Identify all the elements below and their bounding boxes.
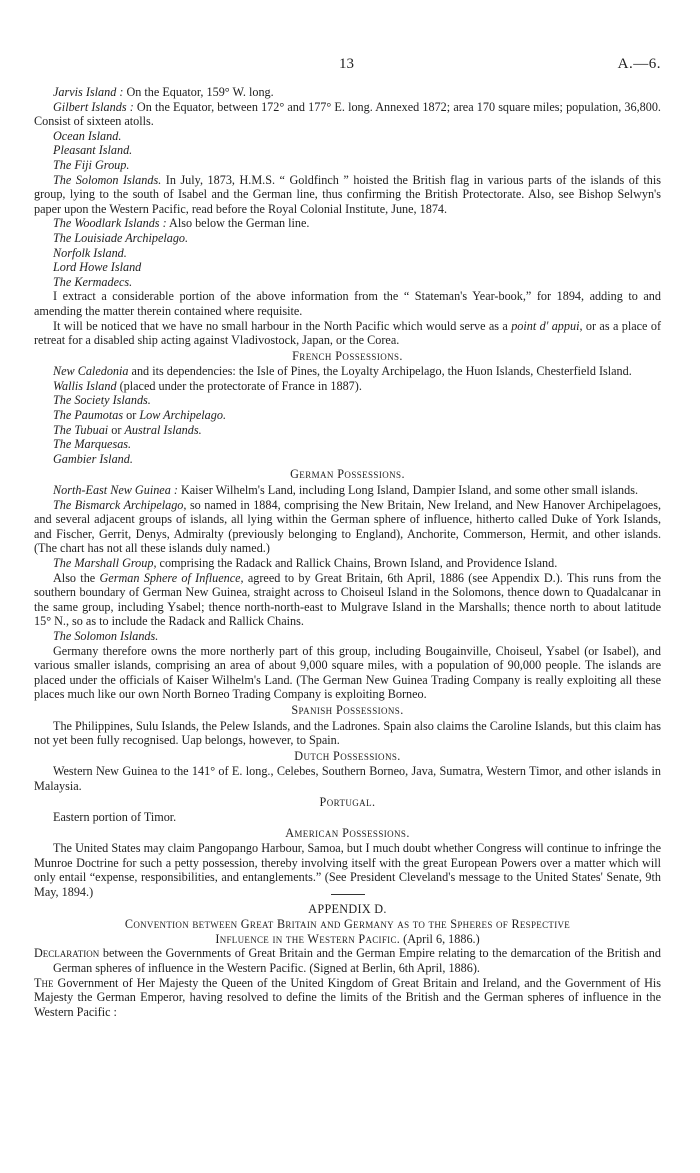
page-number: 13: [339, 56, 354, 72]
body-text: [34, 85, 661, 1019]
entry-name: The Bismarck Archipelago,: [53, 497, 187, 512]
appendix-title-line-1: Convention between Great Britain and Germany as to the Spheres of Respective: [124, 917, 571, 932]
paragraph-text: It will be noticed that we have no small harbour in the North Pacific which would serve as a: [53, 318, 512, 333]
paragraph-lead: Declaration: [34, 946, 100, 961]
entry-name: Jarvis Island :: [53, 85, 124, 99]
entry-text: comprising the Radack and Rallick Chains, Brown Island, and Providence Island.: [156, 556, 558, 570]
heading-spanish-possessions: Spanish Possessions.: [291, 702, 404, 717]
entry-text: Kaiser Wilhelm's Land, including Long Island, Dampier Island, and some other small islands.: [177, 483, 639, 498]
entry-name: The Marshall Group,: [53, 556, 157, 570]
entry-bismarck: [34, 498, 661, 556]
paragraph-portugal: Eastern portion of Timor.: [53, 810, 177, 825]
paragraph-emphasis: point d' appui,: [511, 318, 583, 333]
entry-wallis: [34, 379, 661, 394]
entry-text: Also the: [53, 570, 100, 585]
paragraph-harbour: [34, 319, 661, 348]
paragraph-lead: The: [34, 975, 54, 990]
entry-lord-howe: Lord Howe Island: [53, 260, 142, 275]
entry-ocean: Ocean Island.: [53, 128, 122, 143]
entry-text: and its dependencies: the Isle of Pines, the Loyalty Archipelago, the Huon Islands, Chesterfield Island.: [128, 364, 632, 379]
entry-name: German Sphere of Influence,: [99, 570, 244, 585]
entry-fiji: The Fiji Group.: [53, 157, 130, 172]
entry-tubuai: [34, 423, 661, 438]
paragraph-spanish: The Philippines, Sulu Islands, the Pelew Islands, and the Ladrones. Spain also claims the Caroline Islands, but this claim has not yet been fully recognised. Uap belongs, however, to Spain.: [34, 718, 661, 748]
entry-woodlark: [34, 216, 661, 231]
entry-name: The Solomon Islands.: [53, 172, 162, 187]
heading-portugal: Portugal.: [319, 794, 376, 809]
paragraph-germany-owns: Germany therefore owns the more northerly part of this group, including Bougainville, Choiseul, Ysabel (or Isabel), and various smaller islands, comprising an area of about 9,000 square miles, with a population of 90,000 people. The islands are placed under the officials of Kaiser Wilhelm's Land. (The German New Guinea Trading Company is really exploiting all these places much like our own North Borneo Trading Company is exploiting Borneo.: [34, 643, 661, 702]
entry-german-sphere: [34, 571, 661, 629]
entry-text: or: [108, 422, 125, 437]
entry-text: In July, 1873, H.M.S. “ Goldfinch ” hoisted the British flag in various parts of the islands of this group, lying to the south of Isabel and the German line, thus confirming the British Protectorate. Also, see Bishop Selwyn's paper upon the Western Pacific, read before the Royal Colonial Institute, June, 1874.: [34, 172, 662, 216]
entry-name: Low Archipelago.: [139, 408, 226, 423]
paragraph-declaration: [34, 946, 661, 975]
entry-name: Austral Islands.: [124, 422, 202, 437]
paragraph-american: The United States may claim Pangopango Harbour, Samoa, but I much doubt whether Congress will continue to infringe the Munroe Doctrine for such a petty possession, thereby involving itself with the great European Powers over a matter which will only entail “expense, responsibilities, and entanglements.” (See President Cleveland's message to the United States' Senate, 9th May, 1894.): [34, 841, 661, 900]
appendix-title-date: (April 6, 1886.): [400, 931, 480, 946]
entry-text: or: [123, 408, 140, 423]
entry-name: The Paumotas: [53, 408, 124, 423]
heading-american-possessions: American Possessions.: [285, 825, 410, 840]
paragraph-dutch: Western New Guinea to the 141° of E. long., Celebes, Southern Borneo, Java, Sumatra, Western Timor, and other islands in Malaysia.: [34, 764, 661, 793]
entry-solomon-german: The Solomon Islands.: [53, 628, 159, 643]
entry-marshall: [34, 556, 661, 571]
entry-kermadecs: The Kermadecs.: [53, 274, 133, 289]
entry-north-east-new-guinea: [34, 483, 661, 498]
entry-solomon: [34, 173, 661, 217]
entry-name: North-East New Guinea :: [53, 483, 178, 498]
entry-name: Wallis Island: [53, 378, 117, 393]
entry-gilbert: [34, 100, 661, 129]
entry-louisiade: The Louisiade Archipelago.: [53, 230, 189, 245]
heading-french-possessions: French Possessions.: [292, 348, 403, 363]
appendix-heading: APPENDIX D.: [308, 901, 387, 916]
entry-name: The Woodlark Islands :: [53, 216, 167, 231]
entry-text: On the Equator, 159° W. long.: [123, 85, 274, 99]
entry-paumotas: [34, 408, 661, 423]
heading-german-possessions: German Possessions.: [290, 467, 405, 482]
entry-text: so named in 1884, comprising the New Britain, New Ireland, and New Hanover Archipelagoes, and several adjacent groups of islands, all lying within the German sphere of influence, hitherto called Duke of York Islands, and Fischer, Gerrit, Denys, Admiralty (previously belonging to England), Anchorite, Commerson, Hermit, and other islands. (The chart has not all these islands duly named.): [34, 497, 661, 556]
entry-jarvis: [34, 85, 661, 100]
paragraph-extract: I extract a considerable portion of the above information from the “ Stateman's Year-book,” for 1894, adding to and amending the matter therein contained where requisite.: [34, 289, 661, 318]
entry-new-caledonia: [34, 364, 661, 379]
entry-marquesas: The Marquesas.: [53, 437, 132, 452]
paragraph-government: [34, 976, 661, 1020]
entry-text: agreed to by Great Britain, 6th April, 1886 (see Appendix D.). This runs from the southern boundary of German New Guinea, straight across to Choiseul Island in the Solomons, thence down to Quadalcanar in the same group, including Ysabel; thence north-north-east to Mulgrave Island in the Marshalls; thence north to about latitude 15° N., so as to include the Radack and Rallick Chains.: [34, 570, 661, 629]
appendix-title-text: Influence in the Western Pacific.: [215, 931, 401, 946]
entry-norfolk: Norfolk Island.: [53, 245, 127, 260]
paragraph-text: or as a place of retreat for a disabled ship acting against Vladivostock, Japan, or the Corea.: [34, 318, 661, 348]
entry-name: The Tubuai: [53, 422, 109, 437]
entry-pleasant: Pleasant Island.: [53, 143, 133, 158]
paragraph-text: between the Governments of Great Britain and the German Empire relating to the demarcation of the British and German spheres of influence in the Western Pacific. (Signed at Berlin, 6th April, 1886).: [53, 946, 661, 976]
paragraph-text: Government of Her Majesty the Queen of the United Kingdom of Great Britain and Ireland, and the Government of His Majesty the German Emperor, having resolved to define the limits of the British and the German spheres of influence in the Western Pacific :: [34, 975, 661, 1019]
entry-text: (placed under the protectorate of France in 1887).: [116, 378, 362, 393]
entry-text: On the Equator, between 172° and 177° E. long. Annexed 1872; area 170 square miles; population, 36,800. Consist of sixteen atolls.: [34, 99, 661, 129]
appendix-title-line-2: [34, 932, 661, 947]
section-divider: [331, 894, 365, 895]
entry-text: Also below the German line.: [166, 216, 310, 231]
document-reference: A.—6.: [617, 56, 661, 72]
heading-dutch-possessions: Dutch Possessions.: [294, 748, 401, 763]
entry-gambier: Gambier Island.: [53, 451, 133, 466]
entry-society: The Society Islands.: [53, 393, 151, 408]
entry-name: Gilbert Islands :: [53, 99, 134, 114]
entry-name: New Caledonia: [53, 364, 129, 379]
